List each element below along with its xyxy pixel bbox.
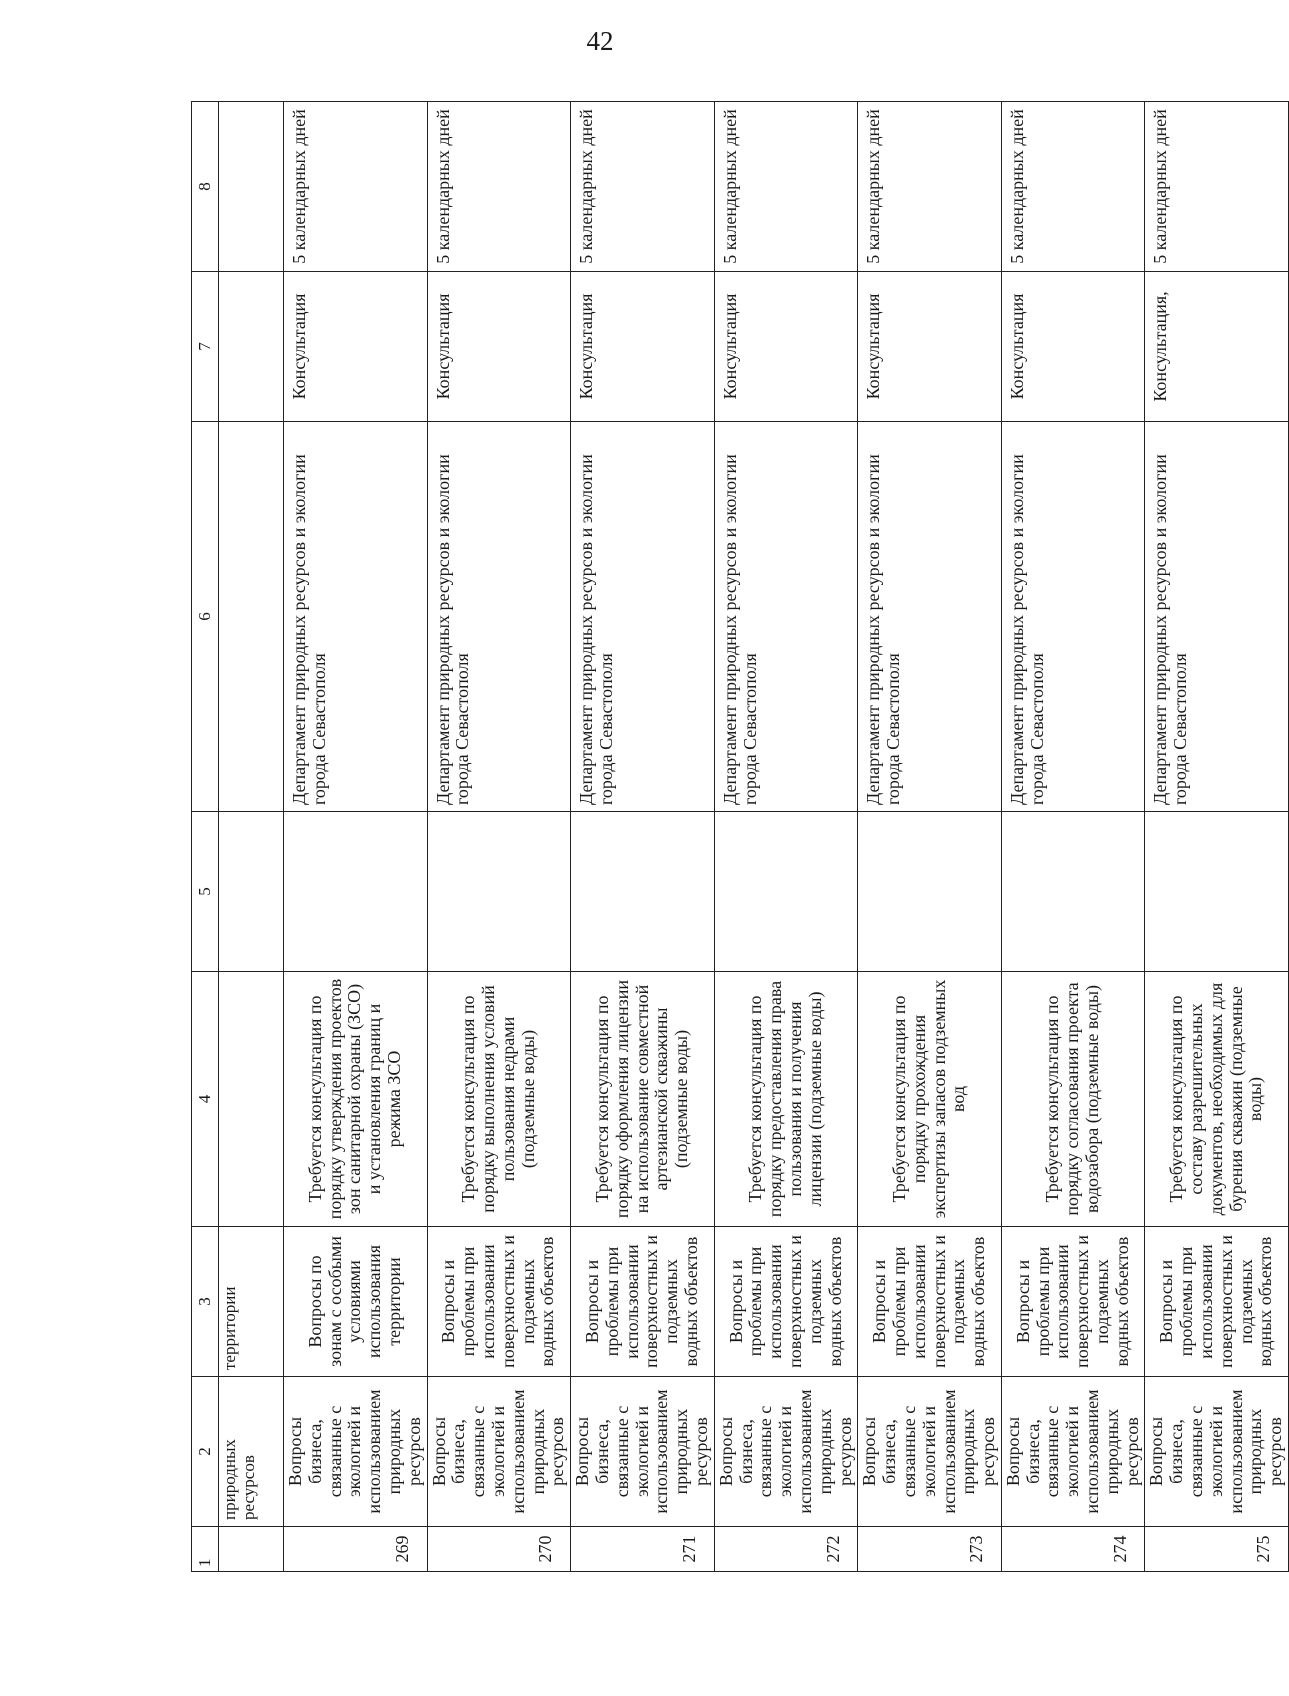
header-cell-2: 2 — [192, 1377, 219, 1527]
topic-cell: Вопросы бизнеса, связанные с экологией и использованием природных ресурсов — [714, 1377, 858, 1527]
continuation-cell-4 — [219, 972, 284, 1227]
column-5-cell — [858, 812, 1002, 972]
services-table — [191, 101, 1289, 1572]
row-number-cell: 275 — [1145, 1527, 1289, 1572]
department-cell: Департамент природных ресурсов и экологии города Севастополя — [714, 422, 858, 812]
header-cell-3: 3 — [192, 1227, 219, 1377]
header-cell-7: 7 — [192, 272, 219, 422]
continuation-row — [219, 102, 284, 1572]
continuation-cell-6 — [219, 422, 284, 812]
continuation-cell-5 — [219, 812, 284, 972]
deadline-cell: 5 календарных дней — [284, 102, 428, 272]
question-cell: Требуется консультация по составу разрешительных документов, необходимых для бурения скважин (подземные воды) — [1145, 972, 1289, 1227]
page-number: 42 — [586, 26, 614, 56]
answer-type-cell: Консультация — [427, 272, 571, 422]
table-row — [1145, 102, 1289, 1572]
deadline-cell: 5 календарных дней — [571, 102, 715, 272]
subtopic-cell: Вопросы и проблемы при использовании поверхностных и подземных водных объектов — [427, 1227, 571, 1377]
table-row — [284, 102, 428, 1572]
row-number-cell: 273 — [858, 1527, 1002, 1572]
row-number-cell: 274 — [1001, 1527, 1145, 1572]
topic-cell: Вопросы бизнеса, связанные с экологией и использованием природных ресурсов — [284, 1377, 428, 1527]
department-cell: Департамент природных ресурсов и экологии города Севастополя — [427, 422, 571, 812]
header-cell-8: 8 — [192, 102, 219, 272]
answer-type-cell: Консультация — [284, 272, 428, 422]
subtopic-cell: Вопросы и проблемы при использовании поверхностных и подземных водных объектов — [1001, 1227, 1145, 1377]
question-cell: Требуется консультация по порядку согласования проекта водозабора (подземные воды) — [1001, 972, 1145, 1227]
department-cell: Департамент природных ресурсов и экологии города Севастополя — [858, 422, 1002, 812]
row-number-cell: 270 — [427, 1527, 571, 1572]
column-5-cell — [427, 812, 571, 972]
row-number-cell: 269 — [284, 1527, 428, 1572]
department-cell: Департамент природных ресурсов и экологии города Севастополя — [284, 422, 428, 812]
answer-type-cell: Консультация — [571, 272, 715, 422]
question-cell: Требуется консультация по порядку оформления лицензии на использование совместной артезианской скважины (подземные воды) — [571, 972, 715, 1227]
deadline-cell: 5 календарных дней — [1145, 102, 1289, 272]
continuation-cell-3: территории — [219, 1227, 284, 1377]
question-cell: Требуется консультация по порядку утверждения проектов зон санитарной охраны (ЗСО) и установления границ и режима ЗСО — [284, 972, 428, 1227]
deadline-cell: 5 календарных дней — [1001, 102, 1145, 272]
row-number-cell: 271 — [571, 1527, 715, 1572]
table-row — [427, 102, 571, 1572]
column-5-cell — [714, 812, 858, 972]
header-cell-1: 1 — [192, 1527, 219, 1572]
answer-type-cell: Консультация — [714, 272, 858, 422]
continuation-cell-1 — [219, 1527, 284, 1572]
continuation-cell-2: природных ресурсов — [219, 1377, 284, 1527]
table-row — [571, 102, 715, 1572]
question-cell: Требуется консультация по порядку предоставления права пользования и получения лицензии (подземные воды) — [714, 972, 858, 1227]
question-cell: Требуется консультация по порядку прохождения экспертизы запасов подземных вод — [858, 972, 1002, 1227]
subtopic-cell: Вопросы и проблемы при использовании поверхностных и подземных водных объектов — [571, 1227, 715, 1377]
deadline-cell: 5 календарных дней — [427, 102, 571, 272]
subtopic-cell: Вопросы и проблемы при использовании поверхностных и подземных водных объектов — [858, 1227, 1002, 1377]
table-row — [858, 102, 1002, 1572]
column-5-cell — [571, 812, 715, 972]
answer-type-cell: Консультация — [858, 272, 1002, 422]
deadline-cell: 5 календарных дней — [714, 102, 858, 272]
subtopic-cell: Вопросы и проблемы при использовании поверхностных и подземных водных объектов — [714, 1227, 858, 1377]
table-row — [714, 102, 858, 1572]
topic-cell: Вопросы бизнеса, связанные с экологией и использованием природных ресурсов — [571, 1377, 715, 1527]
rotated-table-wrapper — [191, 102, 1286, 1572]
answer-type-cell: Консультация — [1001, 272, 1145, 422]
topic-cell: Вопросы бизнеса, связанные с экологией и использованием природных ресурсов — [1001, 1377, 1145, 1527]
header-cell-6: 6 — [192, 422, 219, 812]
department-cell: Департамент природных ресурсов и экологии города Севастополя — [571, 422, 715, 812]
rotated-table-inner — [191, 102, 1286, 1572]
subtopic-cell: Вопросы и проблемы при использовании поверхностных и подземных водных объектов — [1145, 1227, 1289, 1377]
table-row — [1001, 102, 1145, 1572]
subtopic-cell: Вопросы по зонам с особыми условиями использования территории — [284, 1227, 428, 1377]
continuation-cell-7 — [219, 272, 284, 422]
column-5-cell — [1001, 812, 1145, 972]
deadline-cell: 5 календарных дней — [858, 102, 1002, 272]
continuation-cell-8 — [219, 102, 284, 272]
header-cell-5: 5 — [192, 812, 219, 972]
department-cell: Департамент природных ресурсов и экологии города Севастополя — [1001, 422, 1145, 812]
header-row — [192, 102, 219, 1572]
topic-cell: Вопросы бизнеса, связанные с экологией и использованием природных ресурсов — [1145, 1377, 1289, 1527]
column-5-cell — [284, 812, 428, 972]
header-cell-4: 4 — [192, 972, 219, 1227]
answer-type-cell: Консультация, — [1145, 272, 1289, 422]
row-number-cell: 272 — [714, 1527, 858, 1572]
topic-cell: Вопросы бизнеса, связанные с экологией и использованием природных ресурсов — [858, 1377, 1002, 1527]
column-5-cell — [1145, 812, 1289, 972]
question-cell: Требуется консультация по порядку выполнения условий пользования недрами (подземные воды) — [427, 972, 571, 1227]
topic-cell: Вопросы бизнеса, связанные с экологией и использованием природных ресурсов — [427, 1377, 571, 1527]
department-cell: Департамент природных ресурсов и экологии города Севастополя — [1145, 422, 1289, 812]
